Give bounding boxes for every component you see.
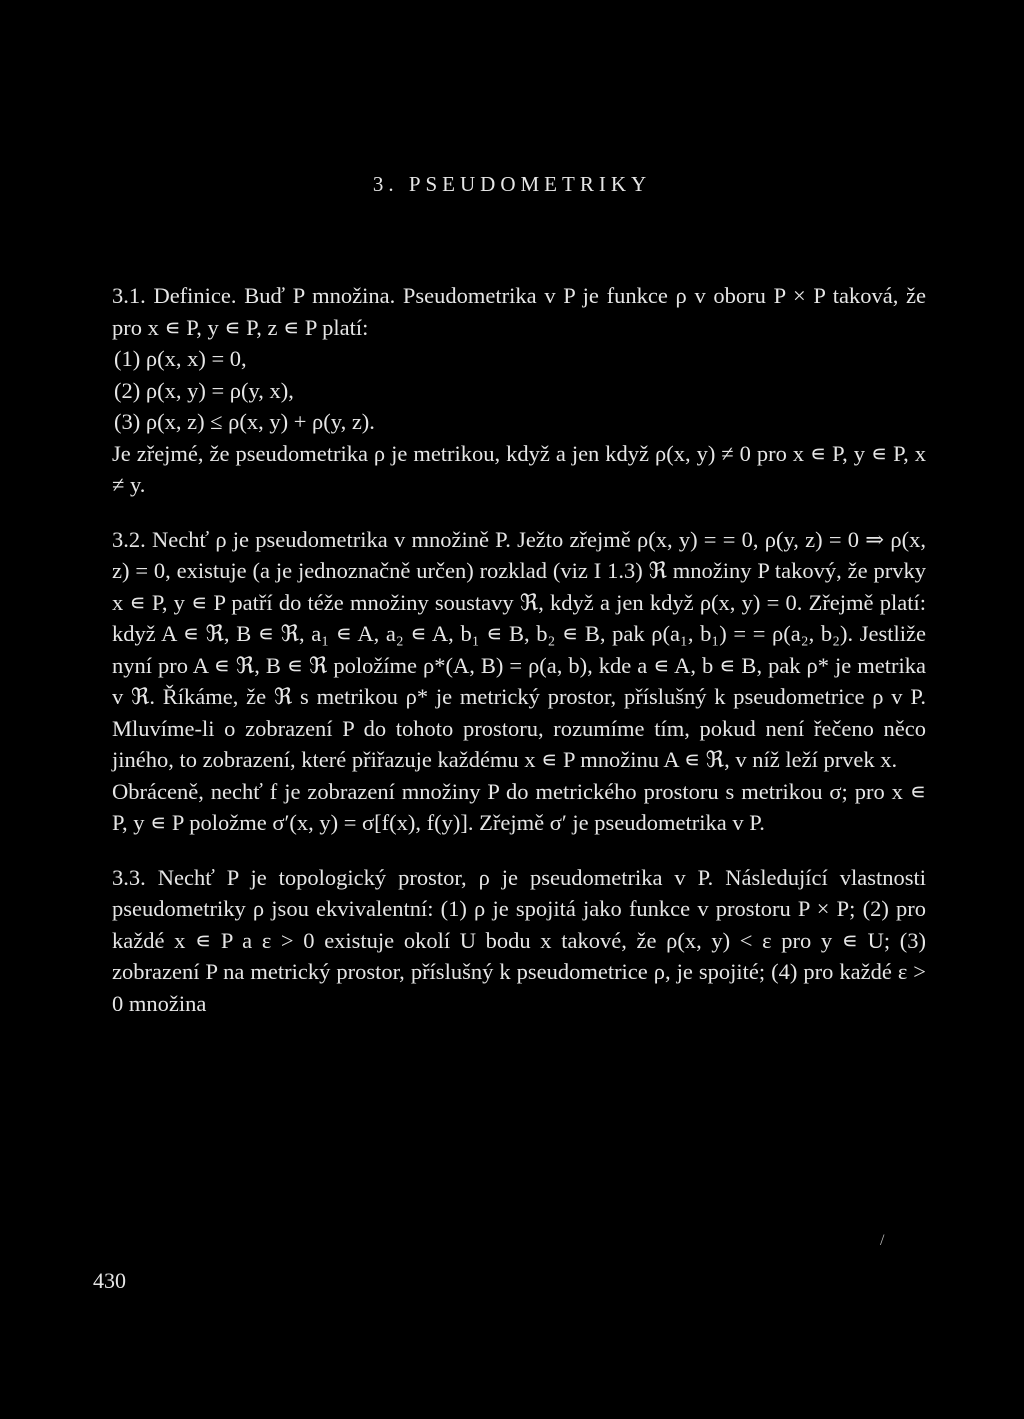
stray-mark: /: [880, 1232, 885, 1249]
paragraph-3-2-converse: Obráceně, nechť f je zobrazení množiny P do metrického prostoru s metrikou σ; pro x ∊ P, y ∊ P položme σ′(x, y) = σ[f(x), f(y)]. Zřejmě σ′ je pseudometrika v P.: [112, 778, 926, 835]
page-body: [112, 280, 926, 1019]
spacer: [112, 839, 926, 862]
axiom-2: (2) ρ(x, y) = ρ(y, x),: [114, 377, 294, 403]
section-title: 3. PSEUDOMETRIKY: [372, 172, 652, 196]
paragraph-3-3: 3.3. Nechť P je topologický prostor, ρ je pseudometrika v P. Následující vlastnosti pseudometriky ρ jsou ekvivalentní: (1) ρ je spojitá jako funkce v prostoru P × P; (2) pro každé x ∊ P a ε > 0 existuje okolí U bodu x takové, že ρ(x, y) < ε pro y ∊ U; (3) zobrazení P na metrický prostor, příslušný k pseudometrice ρ, je spojité; (4) pro každé ε > 0 množina: [112, 864, 926, 1016]
page-number: 430: [93, 1268, 126, 1293]
axiom-1: (1) ρ(x, x) = 0,: [114, 346, 247, 371]
spacer: [112, 501, 926, 524]
axiom-3: (3) ρ(x, z) ≤ ρ(x, y) + ρ(y, z).: [114, 409, 375, 434]
definition-paragraph: 3.1. Definice. Buď P množina. Pseudometrika v P je funkce ρ v oboru P × P taková, že pro x ∊ P, y ∊ P, z ∊ P platí:: [112, 283, 926, 340]
definition-remark: Je zřejmé, že pseudometrika ρ je metrikou, když a jen když ρ(x, y) ≠ 0 pro x ∊ P, y ∊ P, x ≠ y.: [112, 440, 926, 497]
paragraph-3-2: 3.2. Nechť ρ je pseudometrika v množině P. Ježto zřejmě ρ(x, y) = = 0, ρ(y, z) = 0 ⇒ ρ(x, z) = 0, existuje (a je jednoznačně určen) rozklad (viz I 1.3) ℜ množiny P takový, že prvky x ∊ P, y ∊ P patří do téže množiny soustavy ℜ, když a jen když ρ(x, y) = 0. Zřejmě platí: když A ∊ ℜ, B ∊ ℜ, a₁ ∊ A, a₂ ∊ A, b₁ ∊ B, b₂ ∊ B, pak ρ(a₁, b₁) = = ρ(a₂, b₂). Jestliže nyní pro A ∊ ℜ, B ∊ ℜ položíme ρ*(A, B) = ρ(a, b), kde a ∊ A, b ∊ B, pak ρ* je metrika v ℜ. Říkáme, že ℜ s metrikou ρ* je metrický prostor, příslušný k pseudometrice ρ v P. Mluvíme-li o zobrazení P do tohoto prostoru, rozumíme tím, pokud není řečeno něco jiného, to zobrazení, které přiřazuje každému x ∊ P množinu A ∊ ℜ, v níž leží prvek x.: [112, 526, 926, 772]
